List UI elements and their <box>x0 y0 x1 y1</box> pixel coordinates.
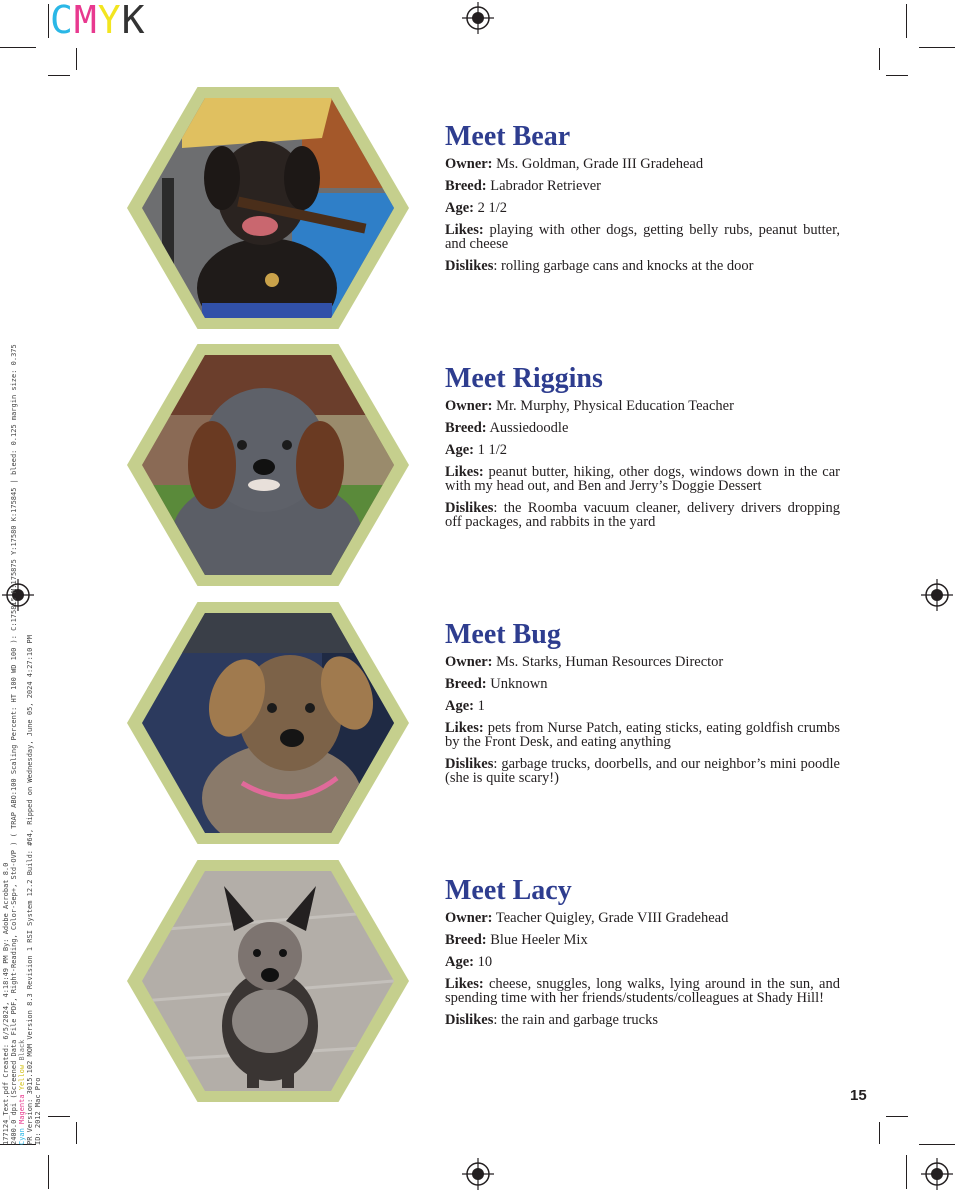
likes-label: Likes: <box>445 720 484 736</box>
dislikes-line <box>445 757 840 785</box>
crop-mark <box>886 75 908 76</box>
likes-line <box>445 977 840 1005</box>
likes-line <box>445 223 840 251</box>
profile-lacy <box>445 875 840 1035</box>
age-line <box>445 443 840 457</box>
profile-riggins <box>445 363 840 537</box>
age-value: 2 1/2 <box>474 200 508 216</box>
crop-mark <box>886 1116 908 1117</box>
cmyk-c: C <box>50 0 74 42</box>
photo-frame-riggins <box>127 344 409 586</box>
crop-mark <box>76 1122 77 1144</box>
likes-value: peanut butter, hiking, other dogs, windows down in the car with my head out, and Ben and Jerry’s Doggie Dessert <box>445 464 840 494</box>
crop-mark <box>879 48 880 70</box>
owner-line <box>445 157 840 171</box>
age-line <box>445 955 840 969</box>
printer-slug <box>2 245 42 1145</box>
owner-value: Ms. Goldman, Grade III Gradehead <box>492 156 704 172</box>
registration-mark-icon <box>921 579 953 611</box>
slug-colors <box>18 245 26 1145</box>
owner-value: Teacher Quigley, Grade VIII Gradehead <box>492 910 729 926</box>
photo-frame-lacy <box>127 860 409 1102</box>
cmyk-k: K <box>121 0 146 42</box>
breed-value: Blue Heeler Mix <box>486 932 588 948</box>
registration-mark-icon <box>921 1158 953 1190</box>
age-line <box>445 699 840 713</box>
page-number: 15 <box>850 1087 867 1104</box>
breed-label: Breed: <box>445 178 487 194</box>
slug-line: ID: 2012 Mac Pro <box>34 1077 42 1145</box>
age-value: 10 <box>474 954 493 970</box>
age-label: Age: <box>445 954 474 970</box>
likes-value: cheese, snuggles, long walks, lying around in the sun, and spending time with her friends/students/colleagues at Shady Hill! <box>445 976 840 1006</box>
crop-mark <box>48 1155 49 1189</box>
crop-mark <box>0 47 36 48</box>
crop-mark <box>48 1116 70 1117</box>
slug-line: PR Version: 3015.102 MOM Version 8.3 Revision 1 RSI System 12.2 Build: #64, Ripped on Wednesday, June 05, 2024 4:27:10 PM <box>26 635 34 1145</box>
crop-mark <box>76 48 77 70</box>
breed-label: Breed: <box>445 676 487 692</box>
crop-mark <box>919 1144 955 1145</box>
crop-mark <box>906 1155 907 1189</box>
registration-mark-icon <box>462 1158 494 1190</box>
breed-label: Breed: <box>445 420 487 436</box>
likes-label: Likes: <box>445 464 484 480</box>
slug-line: 177124_Text.pdf Created: 6/5/2024, 4:18:49 PM By: Adobe Acrobat 8.0 <box>2 862 10 1145</box>
breed-line <box>445 421 840 435</box>
cmyk-y: Y <box>97 0 122 42</box>
crop-mark <box>906 4 907 38</box>
photo-frame-bug <box>127 602 409 844</box>
cmyk-mark <box>50 0 146 40</box>
owner-label: Owner: <box>445 910 493 926</box>
age-value: 1 <box>474 698 485 714</box>
dislikes-value: : rolling garbage cans and knocks at the door <box>493 258 754 274</box>
crop-mark <box>879 1122 880 1144</box>
owner-label: Owner: <box>445 156 493 172</box>
slug-color-black: Black <box>18 1039 26 1061</box>
dog-name: Meet Lacy <box>445 875 572 906</box>
owner-label: Owner: <box>445 398 493 414</box>
dog-name: Meet Bug <box>445 619 561 650</box>
breed-line <box>445 677 840 691</box>
breed-line <box>445 933 840 947</box>
dislikes-value: : the Roomba vacuum cleaner, delivery drivers dropping off packages, and rabbits in the yard <box>445 500 840 530</box>
dislikes-line <box>445 259 840 273</box>
owner-line <box>445 399 840 413</box>
age-line <box>445 201 840 215</box>
dislikes-label: Dislikes <box>445 500 494 516</box>
photo-frame-bear <box>127 87 409 329</box>
breed-line <box>445 179 840 193</box>
age-value: 1 1/2 <box>474 442 508 458</box>
owner-line <box>445 911 840 925</box>
dislikes-label: Dislikes <box>445 258 494 274</box>
owner-line <box>445 655 840 669</box>
crop-mark <box>48 4 49 38</box>
breed-label: Breed: <box>445 932 487 948</box>
likes-line <box>445 721 840 749</box>
likes-line <box>445 465 840 493</box>
crop-mark <box>48 75 70 76</box>
slug-color-cyan: Cyan <box>18 1128 26 1145</box>
slug-line: 2400.0 dpi (Screened Data File PDF, Right-Reading, Color-Sep+, Std-OVP ) ( TRAP ABO:100 Scaling Percent: HT 100 WD 100 ): C:175815 M:175875 Y:17580 K:175845 | bleed: 0.125 margin size: 0.375 <box>10 344 18 1145</box>
slug-color-magenta: Magenta <box>18 1094 26 1124</box>
breed-value: Aussiedoodle <box>486 420 569 436</box>
likes-label: Likes: <box>445 222 484 238</box>
dog-name: Meet Riggins <box>445 363 603 394</box>
age-label: Age: <box>445 698 474 714</box>
owner-label: Owner: <box>445 654 493 670</box>
likes-value: pets from Nurse Patch, eating sticks, eating goldfish crumbs by the Front Desk, and eating anything <box>445 720 840 750</box>
likes-value: playing with other dogs, getting belly rubs, peanut butter, and cheese <box>445 222 840 252</box>
owner-value: Mr. Murphy, Physical Education Teacher <box>492 398 734 414</box>
dislikes-label: Dislikes <box>445 756 494 772</box>
profile-bug <box>445 619 840 793</box>
profile-bear <box>445 121 840 281</box>
owner-value: Ms. Starks, Human Resources Director <box>492 654 724 670</box>
dog-name: Meet Bear <box>445 121 571 152</box>
dislikes-value: : the rain and garbage trucks <box>493 1012 659 1028</box>
cmyk-m: M <box>73 0 98 42</box>
likes-label: Likes: <box>445 976 484 992</box>
breed-value: Labrador Retriever <box>486 178 601 194</box>
dislikes-line <box>445 501 840 529</box>
dislikes-label: Dislikes <box>445 1012 494 1028</box>
registration-mark-icon <box>462 2 494 34</box>
age-label: Age: <box>445 200 474 216</box>
crop-mark <box>919 47 955 48</box>
age-label: Age: <box>445 442 474 458</box>
dislikes-value: : garbage trucks, doorbells, and our neighbor’s mini poodle (she is quite scary!) <box>445 756 840 786</box>
slug-color-yellow: Yellow <box>18 1064 26 1091</box>
breed-value: Unknown <box>486 676 548 692</box>
dislikes-line <box>445 1013 840 1027</box>
